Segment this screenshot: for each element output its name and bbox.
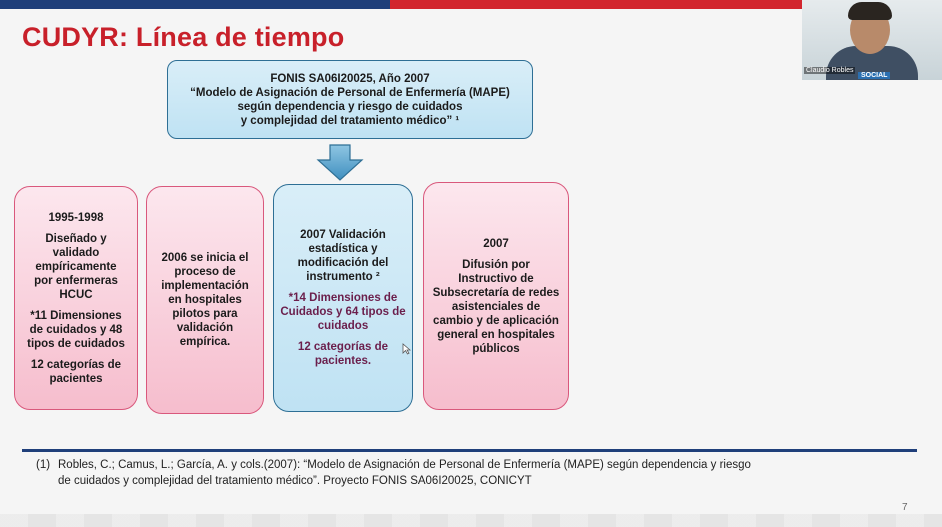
page-number: 7 [902,502,908,513]
box2-text-line: implementación [161,280,249,292]
footnote-divider [22,449,917,452]
box1-categories-line: 12 categorías de [30,358,122,371]
top-accent-bar-red [390,0,802,9]
box4-text-line: cambio y de aplicación [433,314,559,327]
box1-text-line: Diseñado y [45,232,107,245]
box4-text-line: asistenciales de [451,300,541,313]
timeline-box-2007-validation [273,184,413,412]
timeline-box-2006 [146,186,264,414]
participant-hair [848,2,892,20]
box1-text-line: validado [52,246,100,259]
mouse-cursor-icon [402,343,411,355]
box1-dimensions-line: *11 Dimensiones [30,309,122,322]
box4-text-line: Subsecretaría de redes [432,286,560,299]
box4-text-line: general en hospitales [437,328,555,341]
down-arrow-icon [316,144,364,182]
box3-text-line: instrumento ² [306,271,380,283]
box3-categories-line: 12 categorías de [297,341,389,353]
box1-text-line: HCUC [59,288,93,301]
box2-text-line: validación [176,322,234,334]
box3-text-line: 2007 Validación [300,229,386,241]
box3-categories-line: pacientes. [314,355,372,367]
box1-dimensions-line: de cuidados y 48 [29,323,123,336]
fonis-line-1: FONIS SA06I20025, Año 2007 [270,72,430,85]
box3-dimensions-line: *14 Dimensiones de [288,292,398,304]
timeline-box-1995-1998 [14,186,138,410]
box3-text-line: estadística y [308,243,378,255]
fonis-line-2: “Modelo de Asignación de Personal de Enfermería (MAPE) [190,86,510,99]
box1-categories-line: pacientes [49,372,103,385]
slide-title: CUDYR: Línea de tiempo [22,22,345,52]
timeline-box-2007-diffusion [423,182,569,410]
participant-name-label: Claudio Robles [806,67,854,74]
box3-dimensions-line: Cuidados y 64 tipos de [280,306,406,318]
box2-text-line: empírica. [179,336,231,348]
box3-text-line: modificación del [297,257,389,269]
box1-text-line: por enfermeras [34,274,118,287]
fonis-project-box [167,60,533,139]
top-accent-bar-blue [0,0,390,9]
fonis-line-3: según dependencia y riesgo de cuidados [237,100,463,113]
footnote-number: (1) [36,459,51,471]
box1-year: 1995-1998 [48,211,104,224]
box4-year: 2007 [483,237,509,250]
footnote-line-1: Robles, C.; Camus, L.; García, A. y cols.(2007): “Modelo de Asignación de Personal de Enfermería (MAPE) según dependencia y riesgo [58,459,751,471]
footnote-line-2: de cuidados y complejidad del tratamiento médico”. Proyecto FONIS SA06I20025, CONICYT [58,475,532,487]
webcam-logo: SOCIAL [858,72,890,79]
box2-text-line: pilotos para [172,308,238,320]
fonis-line-4: y complejidad del tratamiento médico” ¹ [240,114,460,127]
box1-dimensions-line: tipos de cuidados [27,337,125,350]
box3-dimensions-line: cuidados [317,320,369,332]
box4-text-line: públicos [472,342,520,355]
webcam-video-tile[interactable] [802,0,942,80]
footnote [36,457,866,489]
box4-text-line: Difusión por [462,258,530,271]
box2-text-line: 2006 se inicia el [161,252,249,264]
box4-text-line: Instructivo de [458,272,534,285]
box1-text-line: empíricamente [35,260,117,273]
box2-text-line: en hospitales [168,294,242,306]
bottom-decorative-strip [0,514,942,527]
box2-text-line: proceso de [174,266,236,278]
